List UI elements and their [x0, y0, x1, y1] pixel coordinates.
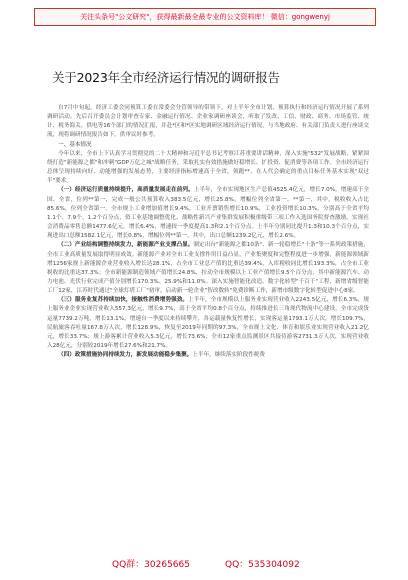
paragraph-point-3: （三）服务业复苏持续加快，接触性消费增势强劲。上半年，全市规模以上服务业实现营业收入2243.5亿元，增长6.3%，规上服务业企业实现营业收入557.3亿元，增长9.7%，高于全省平均0.8个百分点，持续推进长三角现代物流中心建设，全市完成货运量7739.2万吨，增长13.1%，增速自一季度以来持续攀升，各运载量恢复性增长，实现客运量1793.1万人次，增长109.7%，民航旅客吞吐量167.8万人次，增长128.9%，恢复至2019年同期的97.3%，全市规上文化、体育和娱乐业实现营业收入21.2亿元，增长33.7%；规上游客累计营业收入5.3亿元，增长73.6%；全市12家重点监测景区共接待游客2731.3万人次，实现营业收入28亿元，分别较2019年增长27.6%和21.7%。	[47, 297, 369, 350]
footer-contact	[0, 555, 408, 575]
point-2-heading: （二）产业结构调整持续发力，新能源产业支撑凸显。	[58, 242, 194, 249]
qq-contact-text: QQ：535304092	[225, 560, 300, 570]
point-3-heading: （三）服务业复苏持续加快，接触性消费增势强劲。	[58, 297, 189, 304]
paragraph-point-2: （二）产业结构调整持续发力，新能源产业支撑凸显。制定出台"新能源之都10条"、新一轮稳增长"十条"等一系列政策措施，全市工业高质量发展取得明显成效。新能源产业对全市工业支撑作用日益凸显，产业集聚度和完整程度进一步增强，新能源领域新增1256家规上新能源企业营业收入增长达28.1%，占全市工业总产值的比重达39.4%，入库税收同比增长193.3%，占全市工业税收的比重达37.3%；全市新能源制造领域产值增长24.8%，拉动全市规模以上工业产值增长9.5个百分点，其中新能源汽车、动力电池、光伏行业完成产值分别增长170.3%、25.9%和11.0%。深入实施智能化改造、数字化转型"千百千"工程，新增省级智能工厂12家，江苏时代通过"全球灯塔工厂"初审，启动新一轮企业"智改数转"免费诊断工作，新增市级数字化转型促进中心8家。	[47, 242, 369, 295]
paragraph-intro: 自7月中旬起，经济工委会同预算工委在常委会分管领导的带领下，对上半年全市计划、预算执行和经济运行情况开展了系列调研活动。先后召开委员会计划审查专家、金融运行情况、企业家调研座谈会，听取了发改、工信、财政、商务、市场监管、统计、税务海关、供电等16个部门的情况汇报，并赴*区和*区实地调研区域经济运行情况，与当地政府、有关部门负责人进行座谈交流，现将调研情况报告如下，供审议时参考。	[47, 105, 369, 139]
paragraph-point-1: （一）经济运行质量持续提升，高质量发展走在前列。上半年，全市实现地区生产总值4525.4亿元，增长7.0%，增速高于全国、全省，位列**第一，完成一般公共预算收入383.5亿元，增长25.8%，增幅位列全省第一、**第一，其中，税收收入占比85.6%，位列全省第一。全市规上工业增加值增长9.4%，工业开票销售增长10.9%，工业投资增长10.3%，分别高于全省平均1.1个、7.9个、1.2个百分点，资工业基地调整优化，战略性新兴产业集群发展积极重级带三项工作入选国务院督查激励。实现社会消费品零售总额1477.6亿元，增长6.4%，增速较一季度提高1.3和2.1个百分点。上半年分别同比提升1.3和10.3个百分点，实现进出口总额1582.1亿元，增长0.8%，增幅位列**第一，其中，出口总额1239.2亿元，增长2.6%。	[47, 187, 369, 240]
section-heading-basic: 一、基本情况	[58, 141, 92, 148]
point-1-heading: （一）经济运行质量持续提升，高质量发展走在前列。	[58, 187, 194, 194]
top-banner	[0, 0, 408, 34]
promo-banner-text: 关注头条号"公文研究"，获得最新最全最专业的公文资料库！ 微信：gongwenyj	[34, 8, 376, 26]
point-4-heading: （四）政策措施协同持续发力，新发展动能稳步集聚。	[58, 352, 193, 359]
paragraph-overview: 今年以来，全市上下认真学习贯彻党的二十大精神和习近平总书记考察江苏重要讲话精神，深入实施"532"发展战略，紧紧围绕打造"新能源之都"和冲刺"GDP万亿之城"战略任务，采取扎实有效措施做好稳增长、扩投资、促消费等各项工作。全市经济运行总体呈现持续向好、动能增强的发展态势，主要经济指标增速高于全省，领跑**，在人代会确定的重点目标任务基本实现"双过半"要求。	[47, 150, 369, 185]
paragraph-point-4: （四）政策措施协同持续发力，新发展动能稳步集聚。上半年，继续落实阶段性税费	[58, 352, 265, 359]
document-body	[47, 104, 369, 360]
document-title: 关于2023年全市经济运行情况的调研报告	[52, 70, 280, 85]
qq-group-text: QQ群：30265665	[112, 560, 190, 570]
